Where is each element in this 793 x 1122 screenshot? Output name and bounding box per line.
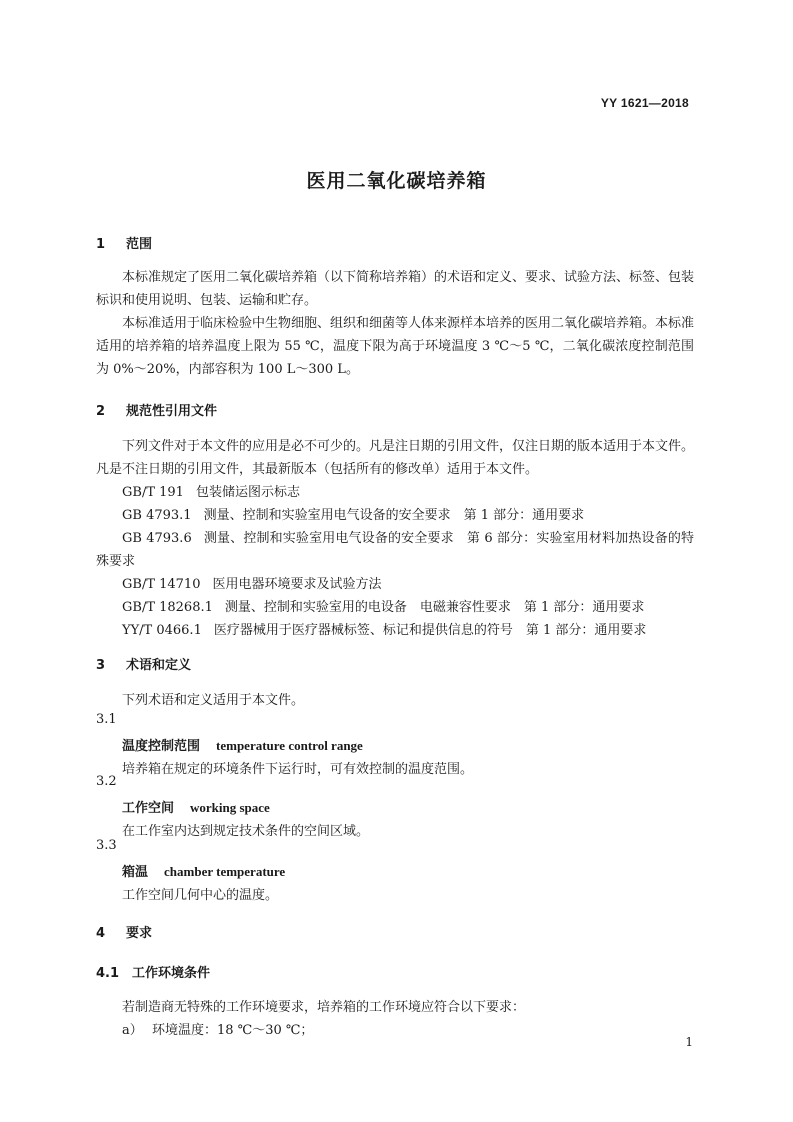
subsection-4-1-intro: 若制造商无特殊的工作环境要求，培养箱的工作环境应符合以下要求： — [122, 1000, 526, 1015]
section-1-heading — [96, 233, 152, 252]
list-item — [122, 1019, 313, 1038]
term-definition: 在工作室内达到规定技术条件的空间区域。 — [122, 824, 370, 839]
section-title: 术语和定义 — [126, 658, 192, 673]
section-3-heading — [96, 654, 191, 673]
page-title: 医用二氧化碳培养箱 — [306, 170, 487, 192]
reference-title: 测量、控制和实验室用电气设备的安全要求 第 1 部分：通用要求 — [203, 508, 585, 523]
section-2-heading — [96, 400, 217, 419]
section-number: 1 — [96, 237, 106, 252]
subsection-4-1-heading — [96, 962, 210, 981]
term-en: working space — [190, 800, 270, 815]
section-number: 3 — [96, 658, 106, 673]
section-1-paragraph: 本标准适用于临床检验中生物细胞、组织和细菌等人体来源样本培养的医用二氧化碳培养箱。本标准适用的培养箱的培养温度上限为 55 ℃，温度下限为高于环境温度 3 ℃～5 ℃，二氧化碳浓度控制范围为 0%～20%，内部容积为 100 L～300 L。 — [96, 316, 695, 377]
section-3-intro: 下列术语和定义适用于本文件。 — [122, 693, 305, 708]
section-title: 规范性引用文件 — [126, 404, 218, 419]
reference-item — [96, 527, 694, 573]
term-zh: 温度控制范围 — [122, 739, 201, 754]
subsection-number: 4.1 — [96, 966, 120, 981]
reference-code: YY/T 0466.1 — [122, 623, 202, 638]
standard-number: YY 1621—2018 — [600, 96, 689, 110]
list-item-text: 环境温度：18 ℃～30 ℃； — [152, 1023, 314, 1038]
term-definition: 培养箱在规定的环境条件下运行时，可有效控制的温度范围。 — [122, 762, 474, 777]
term-en: temperature control range — [216, 738, 363, 753]
reference-item — [122, 619, 646, 638]
section-2-intro: 下列文件对于本文件的应用是必不可少的。凡是注日期的引用文件，仅注日期的版本适用于本文件。凡是不注日期的引用文件，其最新版本（包括所有的修改单）适用于本文件。 — [96, 439, 695, 477]
reference-code: GB/T 18268.1 — [122, 600, 213, 615]
section-4-heading — [96, 922, 152, 941]
term-zh: 箱温 — [122, 865, 149, 880]
section-title: 范围 — [126, 237, 153, 252]
section-title: 要求 — [126, 926, 153, 941]
term-number: 3.3 — [96, 838, 117, 853]
list-item-label: a） — [122, 1023, 143, 1038]
subsection-title: 工作环境条件 — [132, 966, 211, 981]
term-en: chamber temperature — [164, 864, 286, 879]
term-title — [122, 861, 285, 880]
term-definition: 工作空间几何中心的温度。 — [122, 888, 279, 903]
reference-title: 医用电器环境要求及试验方法 — [212, 577, 382, 592]
term-number: 3.2 — [96, 774, 117, 789]
reference-code: GB/T 191 — [122, 485, 184, 500]
section-number: 2 — [96, 404, 106, 419]
page-number: 1 — [685, 1035, 693, 1049]
reference-code: GB 4793.6 — [122, 531, 192, 546]
reference-item — [122, 481, 300, 500]
term-zh: 工作空间 — [122, 801, 175, 816]
reference-item — [122, 596, 644, 615]
reference-title: 测量、控制和实验室用的电设备 电磁兼容性要求 第 1 部分：通用要求 — [224, 600, 645, 615]
reference-title: 包装储运图示标志 — [195, 485, 300, 500]
term-title — [122, 797, 270, 816]
reference-code: GB 4793.1 — [122, 508, 192, 523]
section-number: 4 — [96, 926, 106, 941]
reference-item — [122, 504, 584, 523]
reference-title: 测量、控制和实验室用电气设备的安全要求 第 6 部分：实验室用材料加热设备的特殊要求 — [96, 531, 694, 569]
reference-title: 医疗器械用于医疗器械标签、标记和提供信息的符号 第 1 部分：通用要求 — [213, 623, 647, 638]
term-number: 3.1 — [96, 712, 117, 727]
reference-item — [122, 573, 382, 592]
section-1-paragraph: 本标准规定了医用二氧化碳培养箱（以下简称培养箱）的术语和定义、要求、试验方法、标签、包装标识和使用说明、包装、运输和贮存。 — [96, 270, 695, 308]
reference-code: GB/T 14710 — [122, 577, 201, 592]
term-title — [122, 735, 363, 754]
